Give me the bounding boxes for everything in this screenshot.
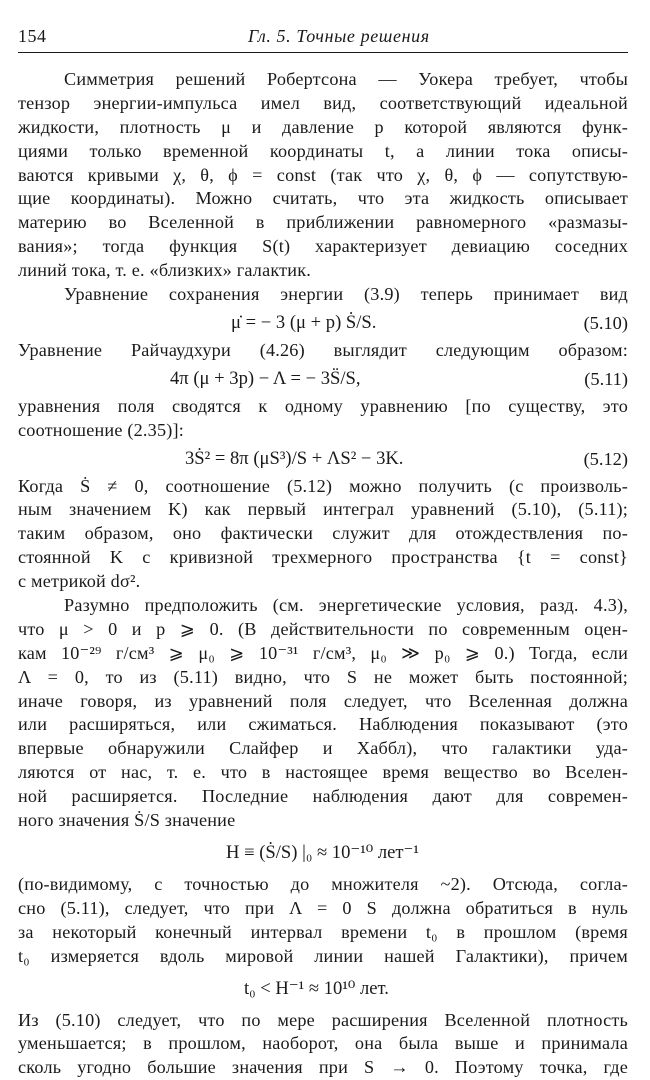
text-line: тензор энергии-импульса имел вид, соответствующий идеальной (18, 92, 628, 113)
text-line: ляются от нас, т. е. что в настоящее время вещество во Вселен- (18, 762, 628, 783)
text-line: с метрикой dσ². (18, 571, 141, 592)
equation-number: (5.11) (584, 368, 628, 389)
text-line: уменьшается; в прошлом, наоборот, она была выше и принимала (18, 1033, 628, 1054)
text-line: сколь угодно большие значения при S → 0. Поэтому точка, где (18, 1057, 628, 1078)
hubble-equation (18, 833, 628, 873)
text-line: таким образом, оно фактически служит для отождествления по- (18, 523, 628, 544)
text-line: соотношение (2.35)]: (18, 419, 185, 440)
running-title: Гл. 5. Точные решения (248, 26, 430, 46)
text-line: ваются кривыми χ, θ, ϕ = const (так что χ, θ, ϕ — сопутствую- (18, 164, 628, 185)
text-line: Когда Ṡ ≠ 0, соотношение (5.12) можно получить (с произволь- (18, 475, 628, 496)
equation-formula: 3Ṡ² = 8π (μS³)/S + ΛS² − 3K. (185, 447, 404, 469)
equation-5-11 (18, 363, 628, 395)
text-line: иначе говоря, из уравнений поля следует, что Вселенная должна (18, 690, 628, 711)
equation-formula: 4π (μ + 3p) − Λ = − 3S̈/S, (170, 367, 361, 389)
equation-5-10 (18, 307, 628, 339)
text-line: за некоторый конечный интервал времени t₀ в прошлом (время (18, 921, 628, 942)
page-header (18, 26, 628, 54)
equation-formula: μ̇ = − 3 (μ + p) Ṡ/S. (231, 311, 377, 333)
text-line: Симметрия решений Робертсона — Уокера требует, чтобы (64, 69, 628, 89)
text-line: вания»; тогда функция S(t) характеризует девиацию соседних (18, 236, 628, 257)
text-line: впервые обнаружили Слайфер и Хаббл), что галактики уда- (18, 738, 628, 759)
age-equation (18, 969, 628, 1009)
equation-formula: H ≡ (Ṡ/S) |₀ ≈ 10⁻¹⁰ лет⁻¹ (226, 841, 419, 863)
text-line: кам 10⁻²⁹ г/см³ ⩾ μ₀ ⩾ 10⁻³¹ г/см³, μ₀ ≫ p₀ ⩾ 0.) Тогда, если (18, 642, 628, 663)
text-line: что μ > 0 и p ⩾ 0. (В действительности по современным оцен- (18, 618, 628, 639)
equation-5-12 (18, 443, 628, 475)
text-line: Уравнение сохранения энергии (3.9) теперь принимает вид (64, 284, 628, 305)
text-line: материю во Вселенной в приближении равномерного «размазы- (18, 212, 628, 233)
text-line: стоянной K с кривизной трехмерного пространства {t = const} (18, 547, 628, 568)
text-line: Из (5.10) следует, что по мере расширения Вселенной плотность (18, 1009, 628, 1030)
equation-number: (5.12) (583, 448, 628, 469)
text-line: Λ = 0, то из (5.11) видно, что S не может быть постоянной; (18, 666, 628, 687)
text-line: сно (5.11), следует, что при Λ = 0 S должна обратиться в нуль (18, 897, 628, 918)
text-line: ной расширяется. Последние наблюдения дают для современ- (18, 786, 628, 807)
text-line: (по-видимому, с точностью до множителя ~2). Отсюда, согла- (18, 873, 628, 894)
text-line: линий тока, т. е. «близких» галактик. (18, 260, 312, 281)
header-rule (18, 52, 628, 53)
equation-formula: t₀ < H⁻¹ ≈ 10¹⁰ лет. (244, 977, 389, 999)
page-body (18, 68, 628, 1080)
text-line: щие координаты). Можно считать, что эта жидкость описывает (18, 188, 628, 209)
text-line: Разумно предположить (см. энергетические условия, разд. 4.3), (64, 595, 628, 616)
text-line: жидкости, плотность μ и давление p которой являются функ- (18, 116, 628, 137)
text-line: циями только временной координаты t, а линии тока описы- (18, 140, 628, 161)
page-number: 154 (18, 26, 47, 46)
text-line: Уравнение Райчаудхури (4.26) выглядит следующим образом: (18, 339, 628, 360)
text-line: t₀ измеряется вдоль мировой линии нашей Галактики), причем (18, 945, 628, 966)
text-line: или расширяться, или сжиматься. Наблюдения показывают (это (18, 714, 628, 735)
equation-number: (5.10) (583, 312, 628, 333)
text-line: ным значением K) как первый интеграл уравнений (5.10), (5.11); (18, 499, 628, 520)
text-line: ного значения Ṡ/S значение (18, 810, 236, 831)
text-line: уравнения поля сводятся к одному уравнению [по существу, это (18, 395, 628, 416)
